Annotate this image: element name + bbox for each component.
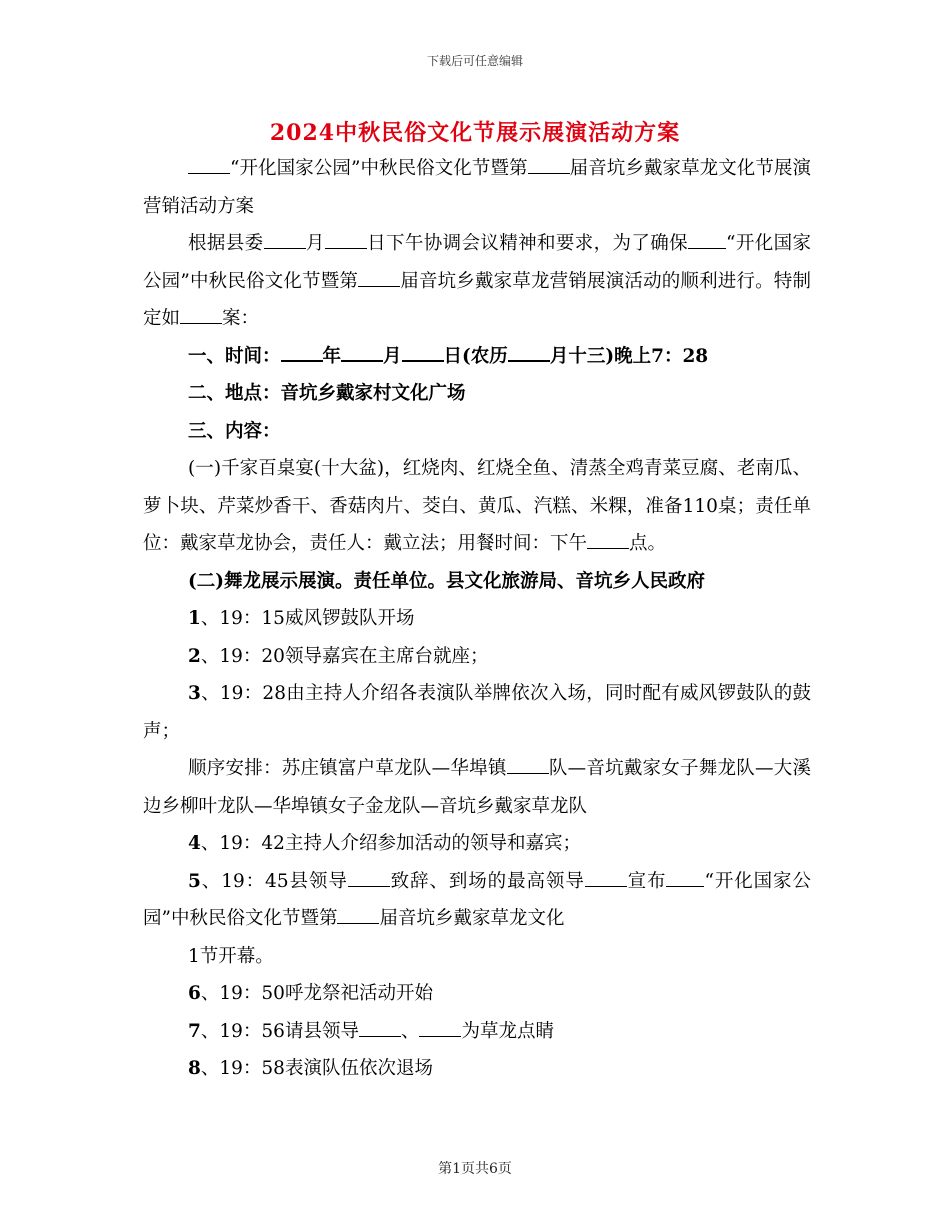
section-content-heading: 三、内容： [188,420,281,442]
blank [359,1018,401,1037]
document-body [143,150,811,1088]
blank [341,342,383,362]
paragraph-intro: “开化国家公园”中秋民俗文化节暨第 届音坑乡戴家草龙文化节展演营销活动方案 [143,150,811,225]
blank [402,342,444,362]
list-item: 3、19：28由主持人介绍各表演队举牌依次入场，同时配有威风锣鼓队的鼓声； [143,683,811,742]
list-item: 1、19：15威风锣鼓队开场 [188,608,415,629]
blank [358,268,400,287]
list-item: 2、19：20领导嘉宾在主席台就座； [188,645,489,667]
blank [325,230,367,249]
blank [264,230,306,249]
blank [348,868,390,887]
blank [585,868,627,887]
blank [666,868,704,887]
list-item-continuation: 1节开幕。 [188,945,274,967]
blank [688,230,726,249]
paragraph-order: 顺序安排：苏庄镇富户草龙队—华埠镇 队—音坑戴家女子舞龙队—大溪边乡柳叶龙队—华埠镇女子金龙队—音坑乡戴家草龙队 [143,750,811,825]
section-place: 二、地点：音坑乡戴家村文化广场 [188,383,466,404]
blank [507,755,549,774]
list-item: 8、19：58表演队伍依次退场 [188,1058,433,1079]
blank [281,342,323,362]
document-title: 2024中秋民俗文化节展示展演活动方案 [269,120,681,146]
blank [419,1018,461,1037]
header-note: 下载后可任意编辑 [426,54,523,68]
list-item: 5、19：45县领导 致辞、到场的最高领导 宣布 “开化国家公园”中秋民俗文化节暨第 届音坑乡戴家草龙文化 [143,863,811,938]
list-item: 4、19：42主持人介绍参加活动的领导和嘉宾； [188,833,581,854]
list-item: 7、19：56请县领导 、 为草龙点睛 [143,1013,811,1051]
blank [337,905,379,924]
page-footer: 第1页共6页 [438,1161,512,1177]
paragraph-banquet: (一)千家百桌宴(十大盆)，红烧肉、红烧全鱼、清蒸全鸡青菜豆腐、老南瓜、萝卜块、芹菜炒香干、香菇肉片、茭白、黄瓜、汽糕、米粿，准备110桌；责任单位：戴家草龙协会，责任人：戴立法；用餐时间：下午 点。 [143,458,811,554]
blank [188,155,230,174]
blank [508,342,550,362]
section-time: 一、时间： 年 月 日(农历 月十三)晚上7：28 [143,338,811,376]
blank [180,305,222,324]
paragraph-basis: 根据县委 月 日下午协调会议精神和要求，为了确保 “开化国家公园”中秋民俗文化节暨第 届音坑乡戴家草龙营销展演活动的顺利进行。特制定如 案： [143,225,811,338]
blank [587,530,629,549]
list-item: 6、19：50呼龙祭祀活动开始 [188,983,433,1004]
section-dragon-heading: (二)舞龙展示展演。责任单位。县文化旅游局、音坑乡人民政府 [188,570,706,592]
blank [528,155,570,174]
